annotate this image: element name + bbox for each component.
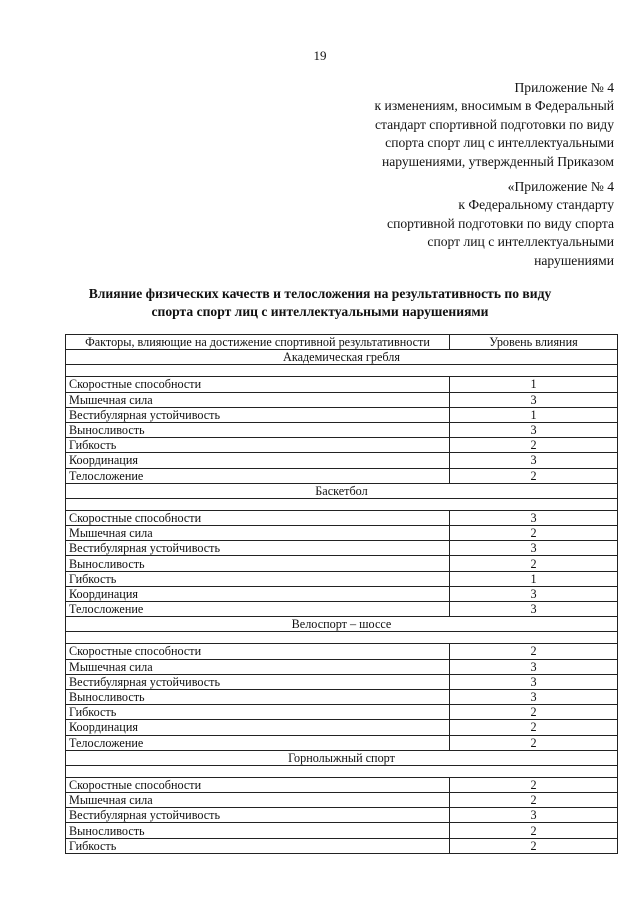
section-spacer xyxy=(66,498,618,510)
appendix-original-line: «Приложение № 4 xyxy=(507,179,614,194)
level-cell: 1 xyxy=(450,407,618,422)
level-cell: 3 xyxy=(450,674,618,689)
table-row xyxy=(66,586,618,601)
table-row xyxy=(66,422,618,437)
table-body xyxy=(66,350,618,854)
table-row xyxy=(66,407,618,422)
factor-cell: Мышечная сила xyxy=(66,392,450,407)
factor-cell: Скоростные способности xyxy=(66,377,450,392)
appendix-header-line: спорта спорт лиц с интеллектуальными xyxy=(385,135,614,151)
appendix-original-line: нарушениями xyxy=(534,252,614,268)
appendix-header-line: Приложение № 4 xyxy=(514,80,614,95)
level-cell: 2 xyxy=(450,705,618,720)
table-row xyxy=(66,438,618,453)
table-row xyxy=(66,377,618,392)
section-title: Велоспорт – шоссе xyxy=(66,617,618,632)
appendix-original-line: спортивной подготовки по виду спорта xyxy=(387,215,614,231)
column-header-level: Уровень влияния xyxy=(450,335,618,350)
factor-cell: Вестибулярная устойчивость xyxy=(66,407,450,422)
level-cell: 2 xyxy=(450,468,618,483)
factor-cell: Гибкость xyxy=(66,438,450,453)
appendix-original-line: к Федеральному стандарту xyxy=(458,197,614,213)
level-cell: 3 xyxy=(450,586,618,601)
factor-cell: Координация xyxy=(66,586,450,601)
table-row xyxy=(66,541,618,556)
level-cell: 2 xyxy=(450,438,618,453)
section-row xyxy=(66,483,618,498)
table-row xyxy=(66,526,618,541)
page-number: 19 xyxy=(313,48,327,63)
factor-cell: Скоростные способности xyxy=(66,644,450,659)
level-cell: 2 xyxy=(450,720,618,735)
factor-cell: Координация xyxy=(66,453,450,468)
table-row xyxy=(66,838,618,853)
table-row xyxy=(66,468,618,483)
table-row xyxy=(66,777,618,792)
table-row xyxy=(66,674,618,689)
column-header-factors: Факторы, влияющие на достижение спортивной результативности xyxy=(66,335,450,350)
appendix-header-line: нарушениями, утвержденный Приказом xyxy=(381,153,614,169)
section-spacer xyxy=(66,765,618,777)
section-spacer-row xyxy=(66,765,618,777)
appendix-header xyxy=(375,79,614,171)
appendix-header-line: к изменениям, вносимым в Федеральный xyxy=(374,98,614,114)
level-cell: 3 xyxy=(450,808,618,823)
level-cell: 3 xyxy=(450,453,618,468)
section-spacer xyxy=(66,632,618,644)
factor-cell: Скоростные способности xyxy=(66,777,450,792)
table-row xyxy=(66,392,618,407)
table-row xyxy=(66,705,618,720)
factors-table xyxy=(65,334,618,854)
factor-cell: Вестибулярная устойчивость xyxy=(66,541,450,556)
factor-cell: Вестибулярная устойчивость xyxy=(66,808,450,823)
level-cell: 2 xyxy=(450,838,618,853)
factor-cell: Мышечная сила xyxy=(66,659,450,674)
level-cell: 2 xyxy=(450,735,618,750)
factor-cell: Гибкость xyxy=(66,838,450,853)
factor-cell: Выносливость xyxy=(66,422,450,437)
table-row xyxy=(66,453,618,468)
document-title xyxy=(0,285,640,322)
factor-cell: Гибкость xyxy=(66,705,450,720)
title-line: Влияние физических качеств и телосложения на результативность по виду xyxy=(88,286,552,301)
level-cell: 2 xyxy=(450,777,618,792)
section-row xyxy=(66,350,618,365)
factor-cell: Мышечная сила xyxy=(66,526,450,541)
level-cell: 2 xyxy=(450,793,618,808)
factor-cell: Телосложение xyxy=(66,602,450,617)
section-row xyxy=(66,617,618,632)
level-cell: 1 xyxy=(450,571,618,586)
appendix-header-line: стандарт спортивной подготовки по виду xyxy=(374,116,614,132)
table-row xyxy=(66,808,618,823)
factor-cell: Выносливость xyxy=(66,556,450,571)
factor-cell: Скоростные способности xyxy=(66,510,450,525)
level-cell: 3 xyxy=(450,510,618,525)
level-cell: 2 xyxy=(450,644,618,659)
level-cell: 2 xyxy=(450,526,618,541)
section-spacer xyxy=(66,365,618,377)
table-row xyxy=(66,689,618,704)
level-cell: 2 xyxy=(450,823,618,838)
table-row xyxy=(66,659,618,674)
section-spacer-row xyxy=(66,632,618,644)
table-row xyxy=(66,720,618,735)
factor-cell: Телосложение xyxy=(66,468,450,483)
table-row xyxy=(66,823,618,838)
factor-cell: Координация xyxy=(66,720,450,735)
table-row xyxy=(66,510,618,525)
table-row xyxy=(66,571,618,586)
section-spacer-row xyxy=(66,498,618,510)
level-cell: 2 xyxy=(450,556,618,571)
section-spacer-row xyxy=(66,365,618,377)
level-cell: 1 xyxy=(450,377,618,392)
level-cell: 3 xyxy=(450,659,618,674)
level-cell: 3 xyxy=(450,689,618,704)
appendix-original xyxy=(387,178,614,270)
factor-cell: Мышечная сила xyxy=(66,793,450,808)
factor-cell: Выносливость xyxy=(66,689,450,704)
section-title: Баскетбол xyxy=(66,483,618,498)
factor-cell: Вестибулярная устойчивость xyxy=(66,674,450,689)
level-cell: 3 xyxy=(450,392,618,407)
section-title: Академическая гребля xyxy=(66,350,618,365)
section-row xyxy=(66,750,618,765)
table-row xyxy=(66,793,618,808)
table-header-row xyxy=(66,335,618,350)
table-row xyxy=(66,735,618,750)
table-row xyxy=(66,556,618,571)
factor-cell: Выносливость xyxy=(66,823,450,838)
appendix-original-line: спорт лиц с интеллектуальными xyxy=(427,234,614,250)
level-cell: 3 xyxy=(450,422,618,437)
factor-cell: Гибкость xyxy=(66,571,450,586)
factor-cell: Телосложение xyxy=(66,735,450,750)
level-cell: 3 xyxy=(450,602,618,617)
table-row xyxy=(66,602,618,617)
section-title: Горнолыжный спорт xyxy=(66,750,618,765)
table-row xyxy=(66,644,618,659)
level-cell: 3 xyxy=(450,541,618,556)
title-line: спорта спорт лиц с интеллектуальными нарушениями xyxy=(151,304,489,320)
